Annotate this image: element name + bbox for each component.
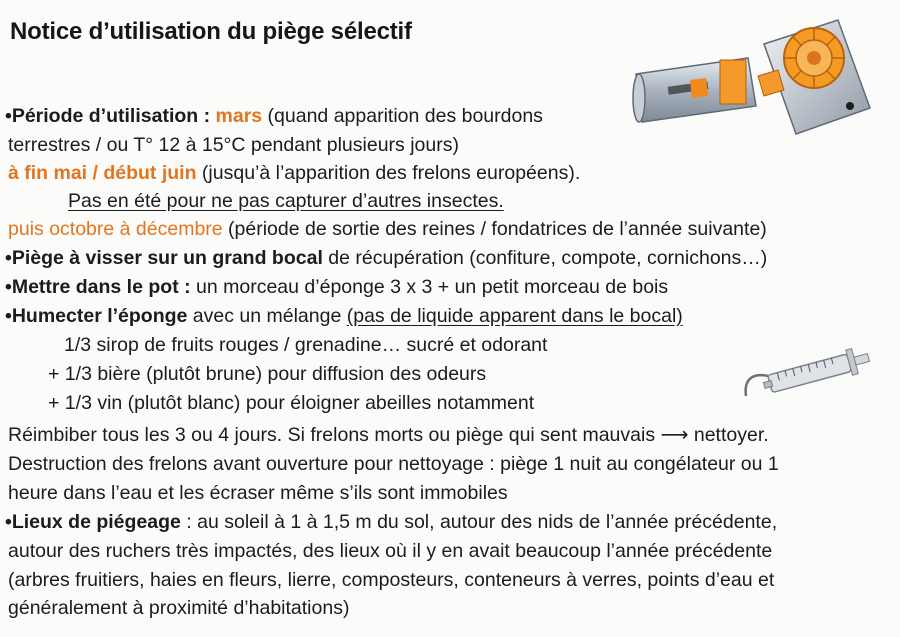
bullet: •: [5, 247, 12, 269]
destruction-line-2: heure dans l’eau et les écraser même s’ils sont immobiles: [8, 482, 508, 504]
periode-mars-detail: (quand apparition des bourdons: [262, 105, 543, 127]
periode-line-5: [8, 217, 767, 241]
piege-detail: de récupération (confiture, compote, cornichons…): [322, 247, 768, 269]
periode-label: Période d’utilisation :: [11, 105, 216, 127]
piege-label: Piège à visser sur un grand bocal: [11, 247, 323, 269]
pot-detail: un morceau d’éponge 3 x 3 + un petit morceau de bois: [190, 276, 669, 298]
ete-warning: Pas en été pour ne pas capturer d’autres insectes.: [68, 190, 504, 212]
humecter-note: (pas de liquide apparent dans le bocal): [346, 305, 683, 327]
ingredient-item: + 1/3 vin (plutôt blanc) pour éloigner abeilles notamment: [48, 392, 535, 414]
selective-trap-image: [628, 14, 878, 144]
lieux-detail: : au soleil à 1 à 1,5 m du sol, autour des nids de l’année précédente,: [180, 511, 778, 533]
ingredient-item: 1/3 sirop de fruits rouges / grenadine… sucré et odorant: [64, 334, 548, 356]
lieux-label: Lieux de piégeage: [11, 511, 181, 533]
pot-line: [5, 275, 668, 299]
piege-line: [5, 246, 767, 270]
humecter-label: Humecter l’éponge: [11, 305, 188, 327]
pot-label: Mettre dans le pot :: [11, 276, 191, 298]
destruction-line-1: Destruction des frelons avant ouverture pour nettoyage : piège 1 nuit au congélateur ou 1: [8, 453, 779, 475]
bullet: •: [5, 511, 12, 533]
periode-fin-mai-detail: (jusqu’à l’apparition des frelons européens).: [196, 162, 581, 184]
reimbiber-line: Réimbiber tous les 3 ou 4 jours. Si frelons morts ou piège qui sent mauvais ⟶ nettoyer.: [8, 424, 769, 446]
syringe-image: [738, 332, 878, 412]
bullet: •: [5, 276, 12, 298]
humecter-detail: avec un mélange: [187, 305, 347, 327]
humecter-line: [5, 304, 683, 328]
periode-line-1: [5, 104, 543, 128]
lieux-line-1: [5, 510, 777, 534]
periode-fin-mai: à fin mai / début juin: [8, 162, 197, 184]
bullet: •: [5, 305, 12, 327]
periode-mars: mars: [215, 105, 263, 127]
periode-octobre-detail: (période de sortie des reines / fondatrices de l’année suivante): [222, 218, 767, 240]
periode-octobre: puis octobre à décembre: [8, 218, 223, 240]
ingredient-item: + 1/3 bière (plutôt brune) pour diffusion des odeurs: [48, 363, 487, 385]
lieux-line-4: généralement à proximité d’habitations): [8, 597, 350, 619]
bullet: •: [5, 105, 12, 127]
lieux-line-2: autour des ruchers très impactés, des lieux où il y en avait beaucoup l’année précédente: [8, 540, 773, 562]
periode-line-2: terrestres / ou T° 12 à 15°C pendant plusieurs jours): [8, 134, 459, 156]
page-title: Notice d’utilisation du piège sélectif: [10, 18, 412, 45]
periode-line-3: [8, 161, 580, 185]
lieux-line-3: (arbres fruitiers, haies en fleurs, lierre, composteurs, conteneurs à verres, points d’eau et: [8, 569, 775, 591]
